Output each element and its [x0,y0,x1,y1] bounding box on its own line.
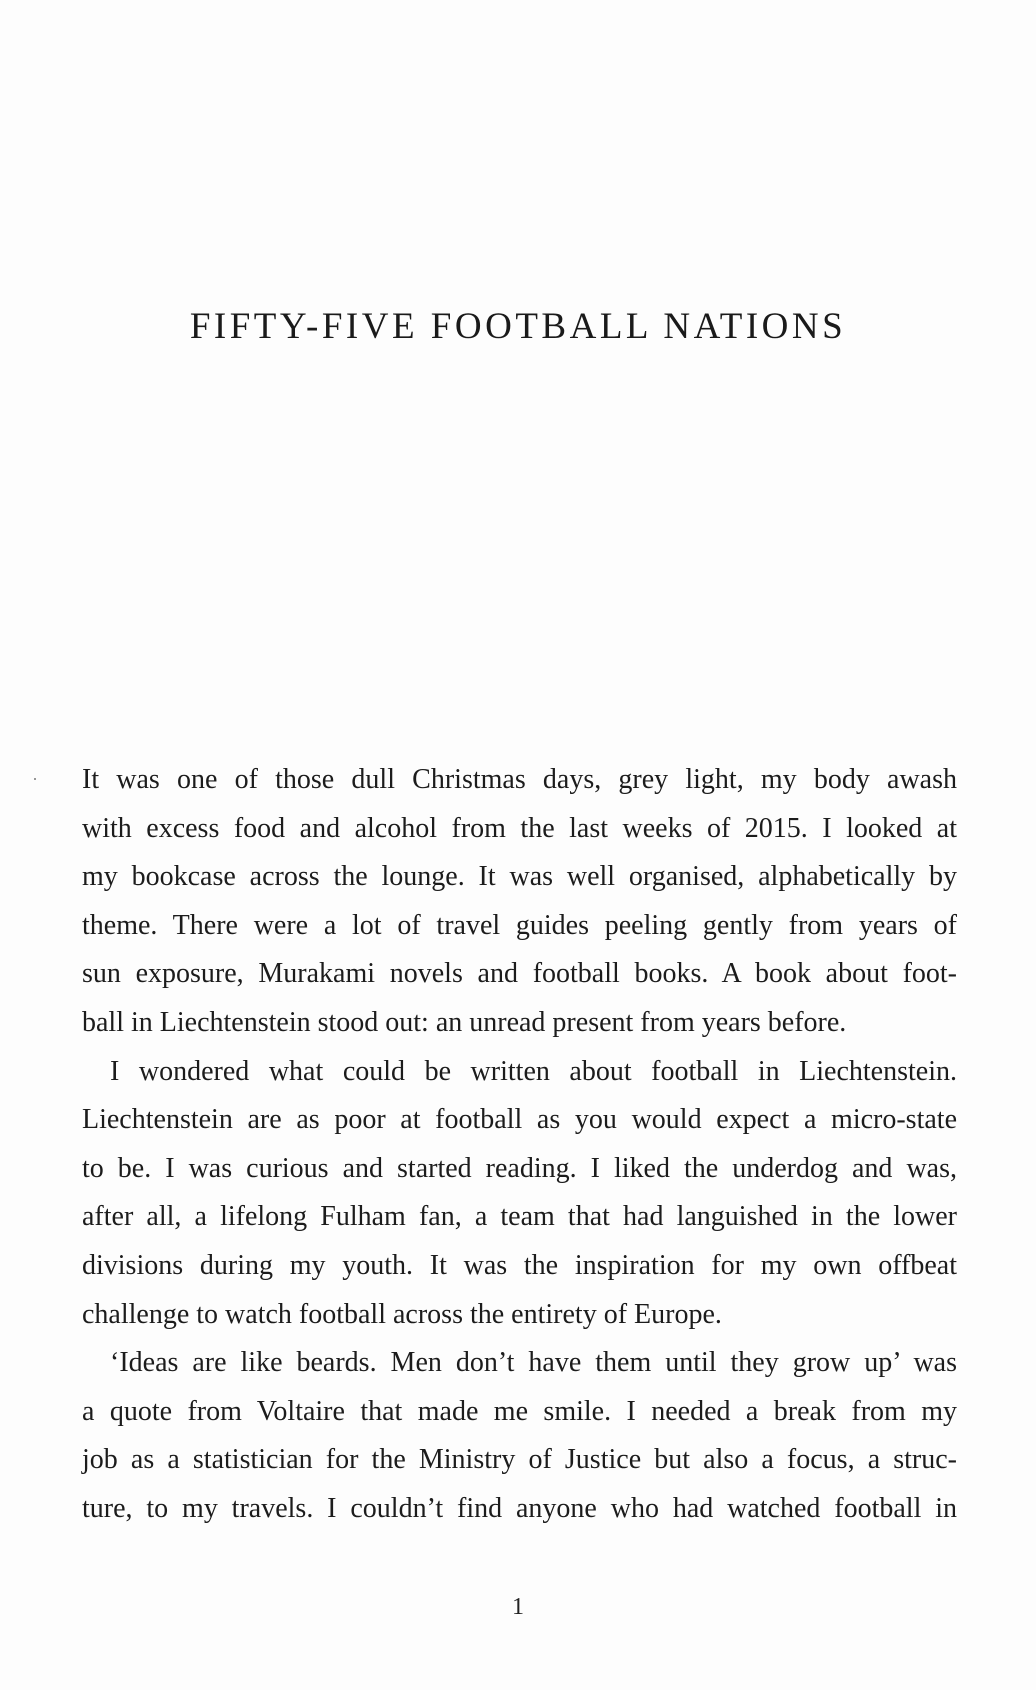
text-line: after all, a lifelong Fulham fan, a team that had languished in the lower [82,1201,957,1233]
chapter-title: FIFTY-FIVE FOOTBALL NATIONS [189,306,847,347]
text-line: ‘Ideas are like beards. Men don’t have them until they grow up’ was [110,1347,957,1379]
text-line: my bookcase across the lounge. It was well organised, alphabetically by [82,861,957,893]
text-line: ball in Liechtenstein stood out: an unread present from years before. [82,1006,847,1038]
scan-speck [34,778,36,780]
text-line: challenge to watch football across the entirety of Europe. [82,1298,722,1330]
text-line: I wondered what could be written about football in Liechtenstein. [110,1055,957,1087]
text-line: job as a statistician for the Ministry of Justice but also a focus, a struc- [82,1444,957,1476]
text-line: theme. There were a lot of travel guides peeling gently from years of [82,909,957,941]
page-number: 1 [512,1594,524,1620]
body-text [82,756,957,1534]
text-line: to be. I was curious and started reading. I liked the underdog and was, [82,1152,957,1184]
text-line: sun exposure, Murakami novels and football books. A book about foot- [82,958,957,990]
text-line: ture, to my travels. I couldn’t find anyone who had watched football in [82,1492,957,1524]
text-line: Liechtenstein are as poor at football as you would expect a micro-state [82,1104,957,1136]
text-line: divisions during my youth. It was the inspiration for my own offbeat [82,1249,957,1281]
text-line: with excess food and alcohol from the last weeks of 2015. I looked at [82,812,957,844]
text-line: It was one of those dull Christmas days, grey light, my body awash [82,764,957,795]
text-line: a quote from Voltaire that made me smile. I needed a break from my [82,1395,957,1427]
